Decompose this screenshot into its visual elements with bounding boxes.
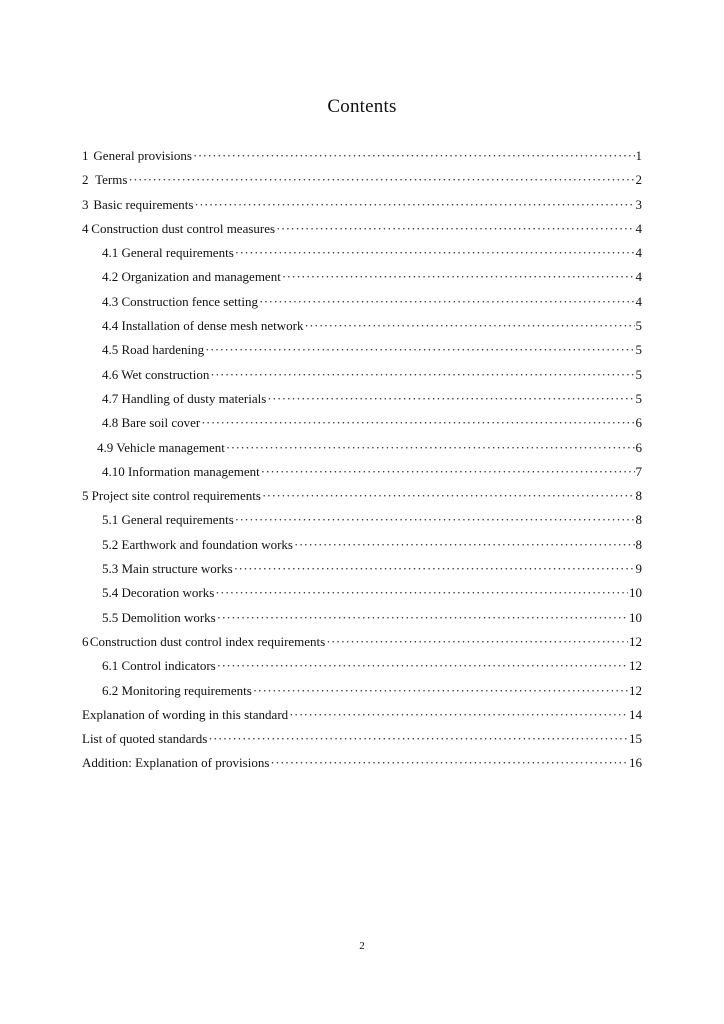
toc-entry-number: 5 [82,488,89,504]
page-title: Contents [327,96,397,117]
toc-entry[interactable] [82,172,642,196]
toc-entry-page: 10 [629,609,642,625]
toc-entry-number: 6 [82,633,89,649]
toc-entry-page: 4 [635,245,642,261]
toc-entry-label: 5.1 General requirements [102,512,234,528]
toc-entry-label: Project site control requirements [91,488,261,504]
toc-entry-number: 4 [82,220,89,236]
toc-entry[interactable] [82,585,642,609]
toc-entry[interactable] [82,245,642,269]
toc-entry[interactable] [82,488,642,512]
toc-dot-leader [259,294,635,310]
toc-entry-label: Terms [95,172,128,188]
toc-entry-page: 3 [635,196,642,212]
toc-entry-page: 5 [635,342,642,358]
toc-dot-leader [253,683,628,699]
toc-entry-label: General provisions [93,148,192,163]
toc-entry-label: 5.5 Demolition works [102,609,216,625]
toc-dot-leader [326,634,628,650]
toc-entry[interactable] [82,294,642,318]
toc-entry-page: 6 [635,439,642,455]
toc-entry-label: 4.6 Wet construction [102,366,210,382]
toc-entry-label: 4.7 Handling of dusty materials [102,390,267,406]
toc-entry-label: Construction dust control measures [91,220,276,236]
toc-dot-leader [294,537,635,553]
toc-entry[interactable] [82,221,642,245]
toc-dot-leader [235,512,635,528]
toc-entry-number: 3 [82,196,89,212]
toc-entry-label: 5.2 Earthwork and foundation works [102,536,293,552]
toc-entry-page: 8 [635,512,642,528]
toc-entry-page: 4 [635,269,642,285]
toc-entry-label: Addition: Explanation of provisions [82,755,270,771]
toc-dot-leader [193,148,635,164]
toc-entry[interactable] [82,537,642,561]
toc-entry-label: List of quoted standards [82,731,208,747]
toc-entry-label: 4.2 Organization and management [102,269,281,285]
toc-entry-page: 1 [635,148,642,163]
toc-entry-page: 5 [635,318,642,334]
toc-dot-leader [208,731,628,747]
toc-entry-label: 4.5 Road hardening [102,342,205,358]
toc-entry-label: 6.2 Monitoring requirements [102,682,252,698]
toc-dot-leader [128,172,634,188]
toc-entry-label: 4.4 Installation of dense mesh network [102,318,304,334]
toc-dot-leader [234,561,635,577]
toc-entry-page: 6 [635,415,642,431]
toc-entry-page: 12 [629,658,642,674]
toc-entry-label: 4.3 Construction fence setting [102,293,258,309]
toc-dot-leader [205,342,634,358]
toc-entry-label: Basic requirements [93,196,194,212]
toc-entry-page: 10 [629,585,642,601]
toc-entry-page: 14 [629,706,642,722]
toc-dot-leader [289,707,628,723]
toc-entry-page: 16 [629,755,642,771]
toc-entry-page: 9 [635,561,642,577]
toc-entry-label: 4.8 Bare soil cover [102,415,201,431]
toc-entry-page: 8 [635,536,642,552]
toc-entry[interactable] [82,512,642,536]
toc-entry-page: 7 [635,463,642,479]
toc-dot-leader [262,488,635,504]
toc-entry-label: 5.3 Main structure works [102,561,233,577]
toc-entry-label: Construction dust control index requirements [89,633,326,649]
toc-entry[interactable] [82,561,642,585]
toc-dot-leader [270,755,628,771]
toc-entry[interactable] [82,342,642,366]
toc-entry[interactable] [82,440,642,464]
toc-entry-page: 12 [629,682,642,698]
toc-dot-leader [235,245,635,261]
toc-dot-leader [217,610,628,626]
toc-dot-leader [282,269,635,285]
toc-entry-number: 2 [82,172,89,188]
toc-entry[interactable] [82,707,642,731]
toc-entry-label: 4.10 Information management [102,463,260,479]
toc-entry[interactable] [82,464,642,488]
page-number: 2 [359,940,365,952]
toc-entry[interactable] [82,755,642,779]
toc-entry-label: Explanation of wording in this standard [82,706,289,722]
toc-entry-label: 5.4 Decoration works [102,585,215,601]
toc-entry-page: 2 [635,172,642,188]
toc-dot-leader [217,658,628,674]
toc-entry-page: 15 [629,731,642,747]
table-of-contents [82,148,642,780]
toc-entry-page: 12 [629,633,642,649]
toc-dot-leader [194,197,634,213]
toc-dot-leader [276,221,634,237]
toc-dot-leader [215,585,628,601]
toc-entry-label: 4.1 General requirements [102,245,234,261]
toc-entry[interactable] [82,318,642,342]
toc-entry[interactable] [82,610,642,634]
toc-entry[interactable] [82,367,642,391]
toc-entry-page: 8 [635,488,642,504]
toc-entry[interactable] [82,683,642,707]
toc-dot-leader [304,318,634,334]
toc-entry-label: 4.9 Vehicle management [97,439,225,455]
toc-dot-leader [201,415,634,431]
toc-entry-page: 4 [635,293,642,309]
toc-entry[interactable] [82,197,642,221]
toc-dot-leader [210,367,634,383]
toc-entry-page: 5 [635,366,642,382]
toc-entry-label: 6.1 Control indicators [102,658,216,674]
toc-entry-page: 4 [635,220,642,236]
toc-entry[interactable] [82,634,642,658]
toc-entry-page: 5 [635,390,642,406]
toc-entry[interactable] [82,658,642,682]
toc-dot-leader [226,440,635,456]
toc-dot-leader [267,391,634,407]
toc-entry[interactable] [82,148,642,172]
toc-dot-leader [261,464,635,480]
toc-entry[interactable] [82,731,642,755]
toc-entry[interactable] [82,269,642,293]
toc-entry[interactable] [82,415,642,439]
toc-entry[interactable] [82,391,642,415]
toc-entry-number: 1 [82,148,89,163]
